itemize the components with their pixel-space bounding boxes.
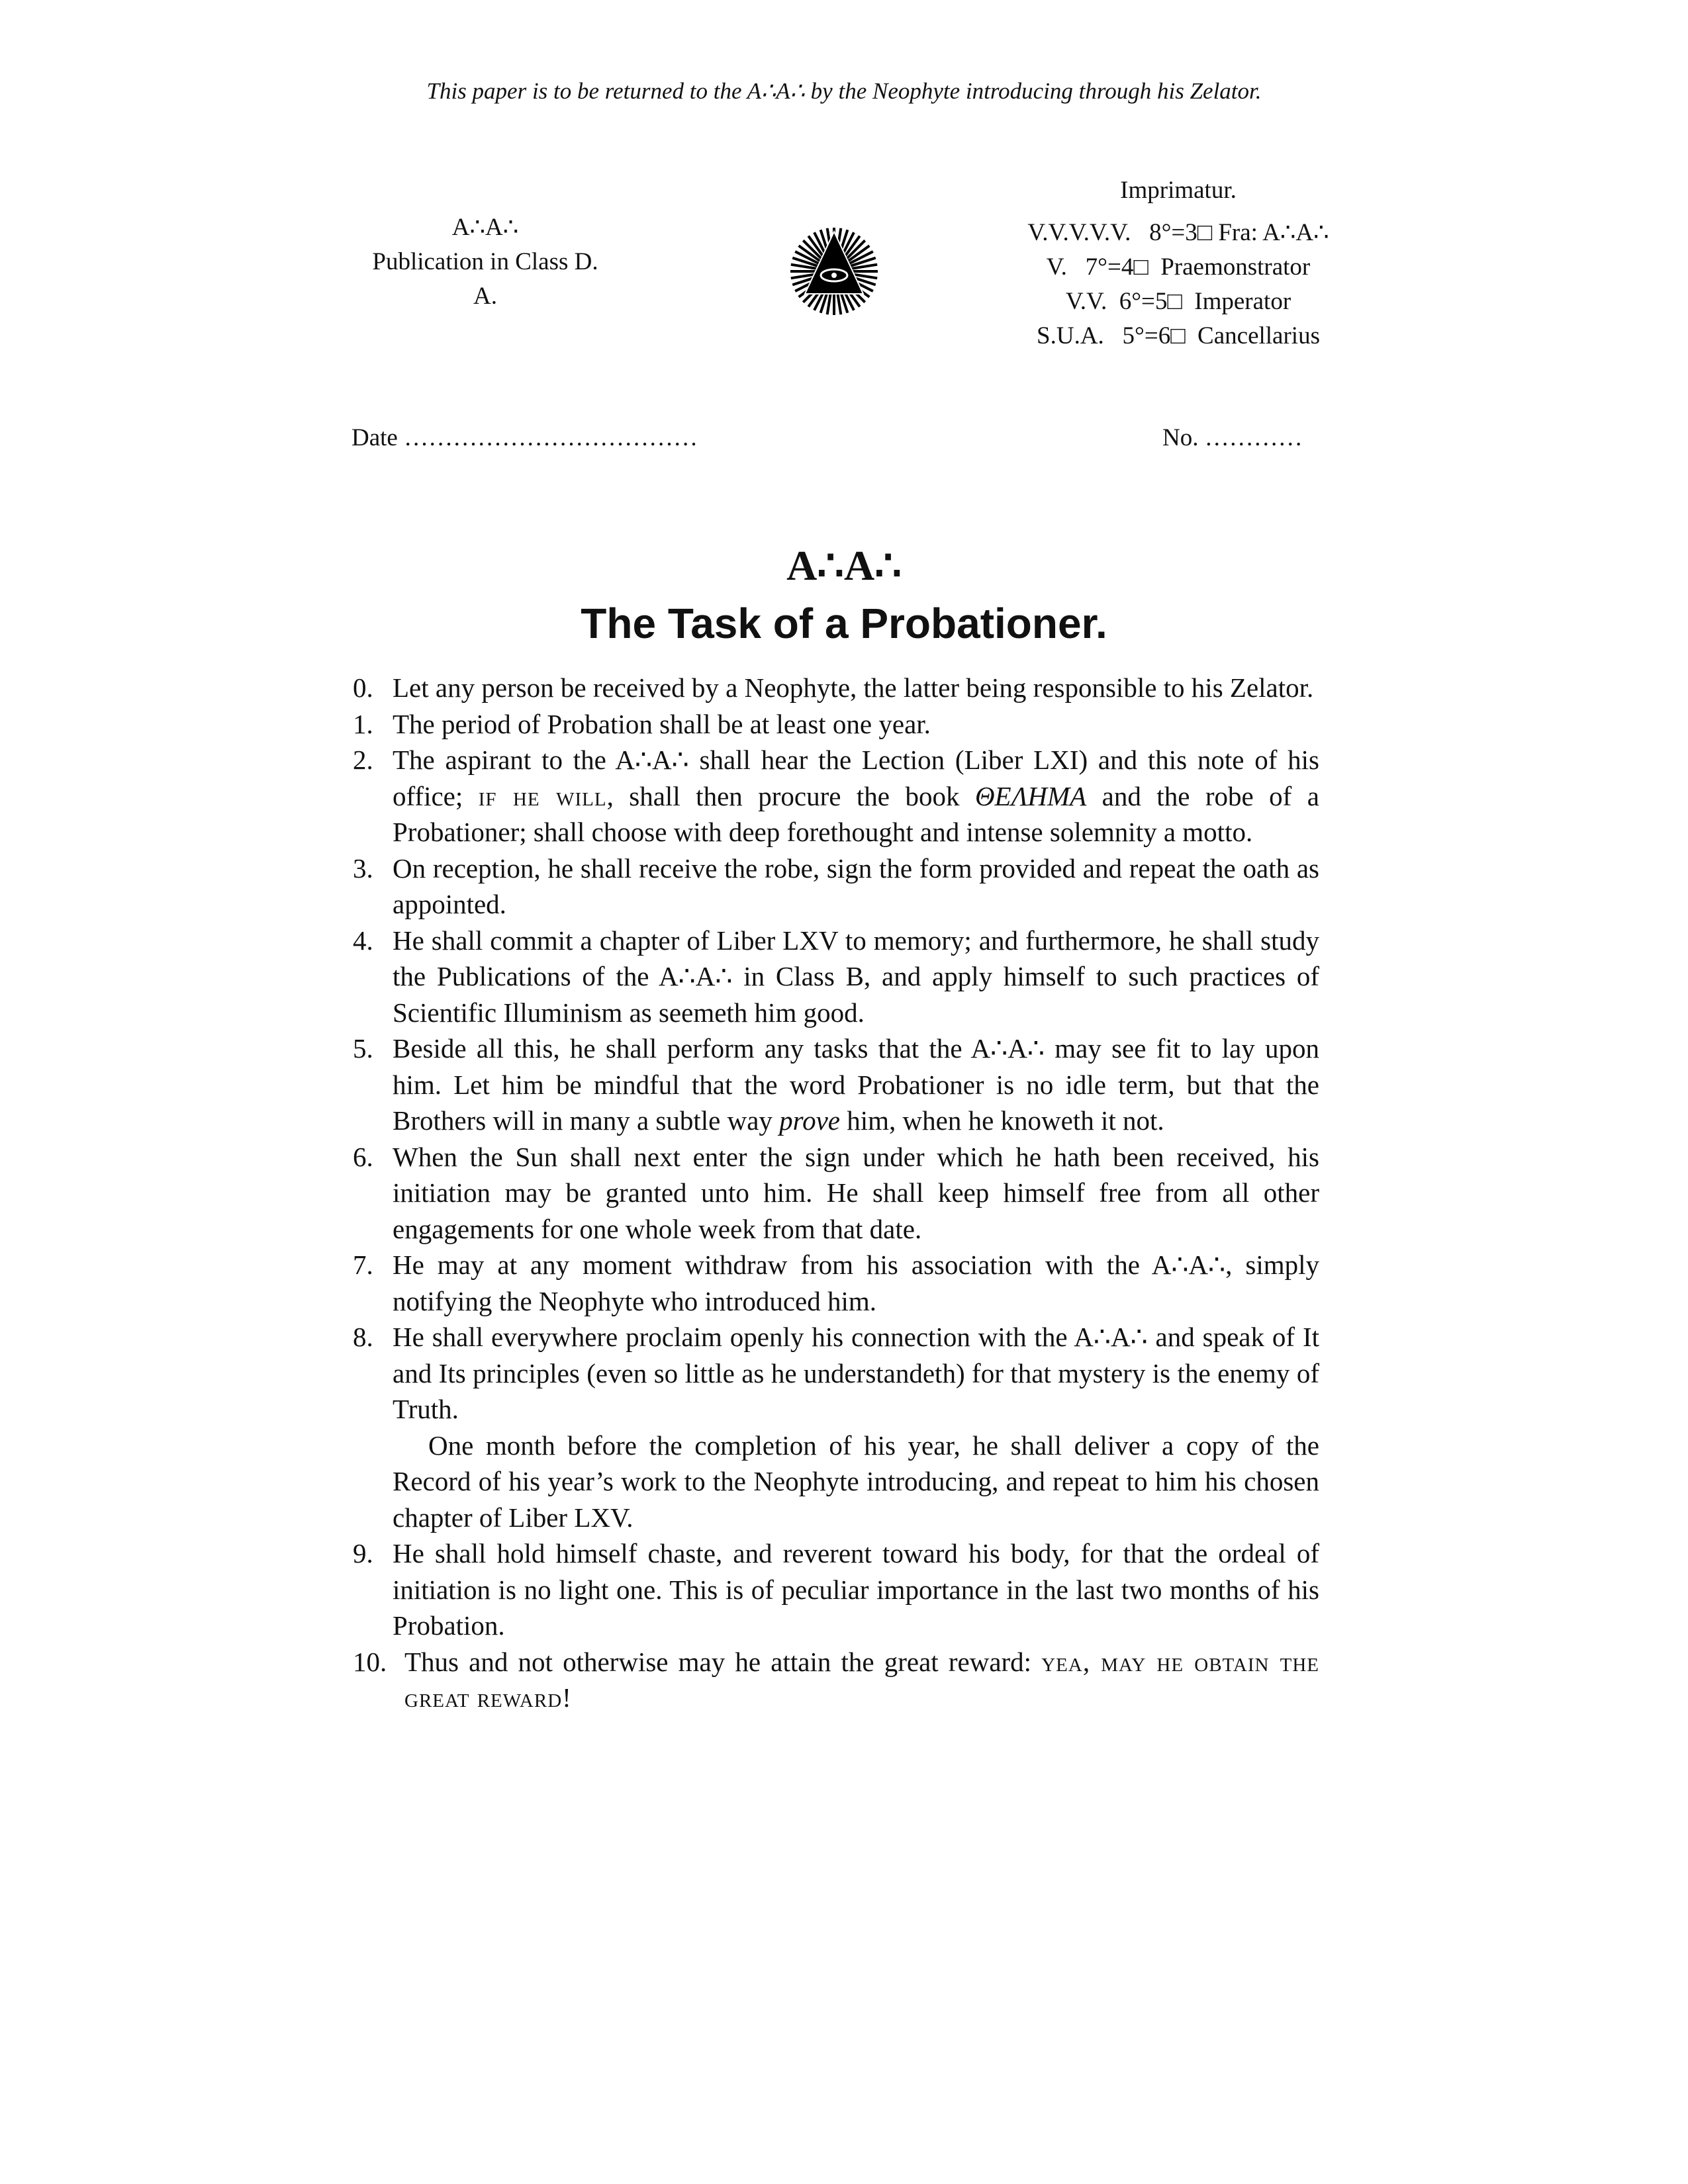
- list-item: [353, 1247, 1319, 1319]
- order-name: A∴A∴: [451, 214, 519, 241]
- item-text: On reception, he shall receive the robe, sign the form provided and repeat the oath as appointed.: [393, 852, 1319, 919]
- pupil-icon: [831, 273, 837, 278]
- item-number: 10.: [353, 1646, 387, 1677]
- list-item: [353, 923, 1319, 1031]
- list-item: [353, 742, 1319, 850]
- imprimatur-line: V.V. 6°=5□ Imperator: [1065, 288, 1291, 315]
- eye-in-triangle-seal-icon: [789, 225, 879, 315]
- publication-class: Publication in Class D.: [372, 248, 598, 275]
- item-number: 3.: [353, 852, 373, 884]
- imprimatur-block: [980, 173, 1377, 353]
- item-text: !: [562, 1682, 571, 1713]
- item-text: He shall everywhere proclaim openly his connection with the A∴A∴ and speak of It and Its principles (even so little as he understandeth) for that mystery is the enemy of Truth.: [393, 1322, 1319, 1424]
- publication-letter: A.: [473, 283, 497, 310]
- publication-class-block: [353, 210, 618, 314]
- list-item-continuation: [353, 1428, 1319, 1536]
- imprimatur-line: V. 7°=4□ Praemonstrator: [1046, 253, 1311, 281]
- number-field[interactable]: No. …………: [1162, 424, 1303, 451]
- item-text: and the robe of a Probationer; shall choose with deep forethought and intense solemnity a motto.: [393, 780, 1319, 847]
- imprimatur-heading: Imprimatur.: [1120, 177, 1237, 204]
- list-item: [353, 1139, 1319, 1248]
- list-item: [353, 1319, 1319, 1428]
- item-text: One month before the completion of his year, he shall deliver a copy of the Record of his year’s work to the Neophyte introducing, and repeat to him his chosen chapter of Liber LXV.: [393, 1430, 1319, 1533]
- imprimatur-line: S.U.A. 5°=6□ Cancellarius: [1037, 322, 1320, 349]
- item-number: 5.: [353, 1033, 373, 1064]
- item-text: The period of Probation shall be at least one year.: [393, 708, 931, 739]
- small-caps-text: yea, may he obtain the great reward: [404, 1646, 1320, 1713]
- item-text: him, when he knoweth it not.: [840, 1105, 1164, 1136]
- list-item: [353, 1644, 1319, 1716]
- item-number: 1.: [353, 708, 373, 739]
- date-field[interactable]: Date ………………………………: [352, 424, 698, 451]
- item-text: He shall commit a chapter of Liber LXV to memory; and furthermore, he shall study the Publications of the A∴A∴ in Class B, and apply himself to such practices of Scientific Illuminism as seemeth him good.: [393, 925, 1319, 1028]
- item-text: , shall then procure the book: [606, 780, 975, 811]
- list-item: [353, 1535, 1319, 1644]
- item-number: 2.: [353, 745, 373, 775]
- item-number: 9.: [353, 1538, 373, 1569]
- item-text: Beside all this, he shall perform any tasks that the A∴A∴ may see fit to lay upon him. Let him be mindful that the word Probationer is no idle term, but that the Brothers will in many a subtle way: [393, 1033, 1319, 1136]
- list-item: [353, 850, 1319, 923]
- item-number: 6.: [353, 1141, 373, 1172]
- item-text: The aspirant to the A∴A∴ shall hear the Lection (Liber LXI) and this note of his office;: [393, 745, 1319, 811]
- item-text: Thus and not otherwise may he attain the great reward:: [404, 1646, 1042, 1677]
- item-number: 0.: [353, 672, 373, 703]
- order-title: A∴A∴: [786, 542, 902, 589]
- italic-text: prove: [779, 1105, 840, 1136]
- return-instructions-note: This paper is to be returned to the A∴A∴ by the Neophyte introducing through his Zelator.: [426, 78, 1262, 104]
- document-title: The Task of a Probationer.: [581, 600, 1107, 647]
- item-number: 7.: [353, 1250, 373, 1280]
- italic-text: ΘΕΛΗΜΑ: [974, 780, 1087, 811]
- list-item: [353, 706, 1319, 743]
- item-number: 8.: [353, 1322, 373, 1352]
- item-number: 4.: [353, 925, 373, 956]
- item-text: Let any person be received by a Neophyte, the latter being responsible to his Zelator.: [393, 672, 1314, 703]
- list-item: [353, 670, 1319, 706]
- item-text: He shall hold himself chaste, and reverent toward his body, for that the ordeal of initiation is no light one. This is of peculiar importance in the last two months of his Probation.: [393, 1538, 1319, 1641]
- list-item: [353, 1030, 1319, 1139]
- triangle-icon: [805, 232, 863, 294]
- task-list: [353, 670, 1319, 1716]
- item-text: When the Sun shall next enter the sign under which he hath been received, his initiation may be granted unto him. He shall keep himself free from all other engagements for one whole week from that date.: [393, 1141, 1319, 1244]
- small-caps-text: if he will: [478, 780, 607, 811]
- item-text: He may at any moment withdraw from his association with the A∴A∴, simply notifying the Neophyte who introduced him.: [393, 1250, 1319, 1316]
- imprimatur-line: V.V.V.V.V. 8°=3□ Fra: A∴A∴: [1027, 219, 1329, 246]
